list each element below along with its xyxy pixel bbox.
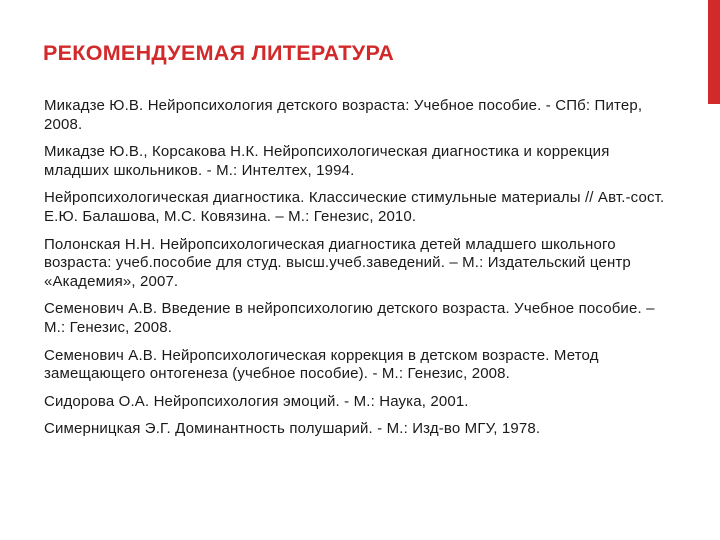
reference-item: Сидорова О.А. Нейропсихология эмоций. - М.: Наука, 2001.: [44, 392, 469, 410]
slide-title: РЕКОМЕНДУЕМАЯ ЛИТЕРАТУРА: [43, 41, 395, 65]
reference-list: [44, 97, 669, 448]
reference-item: Симерницкая Э.Г. Доминантность полушарий. - М.: Изд-во МГУ, 1978.: [44, 420, 541, 438]
accent-bar: [708, 0, 720, 104]
reference-item: Микадзе Ю.В., Корсакова Н.К. Нейропсихологическая диагностика и коррекция младших школьников. - М.: Интелтех, 1994.: [44, 143, 610, 179]
reference-item: Микадзе Ю.В. Нейропсихология детского возраста: Учебное пособие. - СПб: Питер, 2008.: [44, 97, 643, 133]
reference-item: Полонская Н.Н. Нейропсихологическая диагностика детей младшего школьного возраста: учеб.пособие для студ. высш.учеб.заведений. – М.: Издательский центр «Академия», 2007.: [44, 235, 631, 290]
reference-item: Нейропсихологическая диагностика. Классические стимульные материалы // Авт.-сост. Е.Ю. Балашова, М.С. Ковязина. – М.: Генезис, 2010.: [44, 189, 665, 225]
reference-item: Семенович А.В. Нейропсихологическая коррекция в детском возрасте. Метод замещающего онтогенеза (учебное пособие). - М.: Генезис, 2008.: [44, 346, 599, 383]
reference-item: Семенович А.В. Введение в нейропсихологию детского возраста. Учебное пособие. – М.: Генезис, 2008.: [44, 300, 655, 336]
